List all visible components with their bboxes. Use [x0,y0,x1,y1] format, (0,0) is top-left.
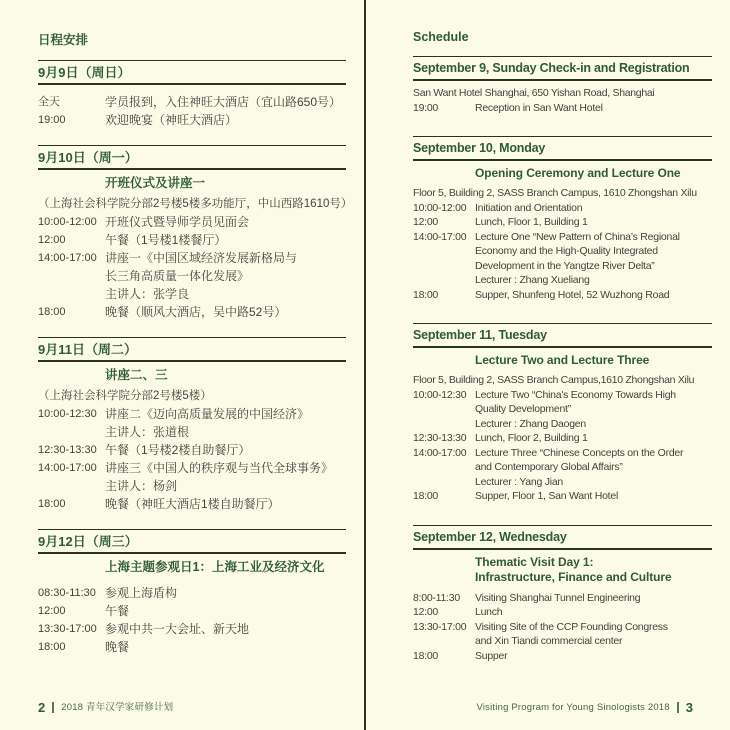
event-description: 午餐 [105,604,130,618]
event-description: 欢迎晚宴（神旺大酒店） [105,113,238,127]
event-rows [38,405,346,513]
event-time: 8:00-11:30 [413,591,460,604]
event-description [475,230,712,288]
event-time: 10:00-12:00 [38,216,97,228]
event-row [413,446,712,490]
event-description: 学员报到，入住神旺大酒店（宜山路650号） [105,95,342,109]
event-time: 12:00 [38,605,66,617]
event-time: 12:30-13:30 [38,444,97,456]
section-heading: 9月11日（周二） [38,337,346,362]
event-rows [38,584,346,656]
venue-line: （上海社会科学院分部2号楼5楼） [38,390,212,402]
lecturer-line: Lecturer : Zhang Daogen [475,417,586,430]
event-row [38,638,346,656]
event-description: Supper [475,649,508,662]
event-rows [38,213,346,321]
event-time: 12:00 [413,216,439,228]
event-time: 14:00-17:00 [38,252,97,264]
venue-line: Floor 5, Building 2, SASS Branch Campus, 1610 Zhongshan Xilu [413,187,697,199]
section-sep9-zh [38,60,346,129]
event-time: 19:00 [38,114,66,126]
event-description-line: Economy and the High-Quality Integrated [475,245,658,257]
event-row [413,215,712,230]
event-description-line: Lecture Two “China's Economy Towards High [475,388,676,401]
event-description-line: 讲座二《迈向高质量发展的中国经济》 [105,407,310,421]
day-title [475,555,712,585]
section-heading: 9月10日（周一） [38,145,346,170]
event-row [38,111,346,129]
event-description: 午餐（1号楼2楼自助餐厅） [105,443,251,457]
event-description-line: Visiting Site of the CCP Founding Congress [475,620,668,633]
event-row [38,231,346,249]
section-heading: 9月9日（周日） [38,60,346,85]
event-time: 14:00-17:00 [413,446,467,459]
event-description-line: and Xin Tiandi commercial center [475,635,623,647]
event-row [38,441,346,459]
event-row [413,489,712,504]
event-time: 13:30-17:00 [413,620,467,633]
event-row [38,495,346,513]
schedule-title-zh: 日程安排 [38,33,89,47]
event-time: 10:00-12:30 [38,408,97,420]
event-description-line: Lecture One “New Pattern of China’s Regional [475,230,680,243]
event-time: 18:00 [413,490,439,502]
event-rows [413,201,712,303]
event-description: Visiting Shanghai Tunnel Engineering [475,591,641,604]
event-rows [413,388,712,504]
event-row [38,303,346,321]
section-heading: September 10, Monday [413,136,712,161]
event-description: Supper, Floor 1, San Want Hotel [475,490,619,502]
event-row [38,602,346,620]
event-description-line: Lecture Three “Chinese Concepts on the Order [475,446,684,459]
event-time: 14:00-17:00 [38,462,97,474]
section-sep10-en [413,136,712,302]
event-description: 参观上海盾构 [105,586,178,600]
schedule-title-en: Schedule [413,30,469,44]
event-row [38,405,346,441]
event-time: 19:00 [413,101,439,114]
event-description [105,405,346,441]
section-heading: September 9, Sunday Check-in and Registration [413,56,712,81]
footer-right [477,701,694,714]
day-title: 讲座二、三 [105,368,168,382]
lecturer-line: 主讲人：张学良 [105,287,190,301]
event-time: 全天 [38,96,60,108]
event-row [38,93,346,111]
event-description: 晚餐 [105,640,130,654]
event-time: 10:00-12:00 [413,201,467,214]
event-row [413,101,712,116]
event-row [38,249,346,303]
event-time: 12:00 [38,234,66,246]
event-description [105,459,346,495]
event-time: 12:30-13:30 [413,432,467,444]
event-description-line: and Contemporary Global Affairs” [475,461,623,473]
event-time: 18:00 [38,306,66,318]
section-sep9-en [413,56,712,115]
section-sep12-zh [38,529,346,656]
day-title: Lecture Two and Lecture Three [475,353,650,367]
lecturer-line: 主讲人：杨剑 [105,479,178,493]
page-number: 2 [38,700,46,715]
venue-line: Floor 5, Building 2, SASS Branch Campus,1610 Zhongshan Xilu [413,374,695,386]
page-number: 3 [685,700,693,715]
section-sep11-zh [38,337,346,513]
event-row [413,620,712,649]
event-description [105,249,346,303]
event-row [38,620,346,638]
event-description [475,446,712,490]
event-time: 18:00 [38,641,66,653]
event-row [38,459,346,495]
event-rows [413,591,712,664]
section-heading: September 11, Tuesday [413,323,712,348]
event-description [475,620,712,649]
event-row [38,584,346,602]
lecturer-line: Lecturer : Yang Jian [475,475,564,488]
day-title-line: Thematic Visit Day 1: [475,554,594,569]
section-sep12-en [413,525,712,664]
section-heading: 9月12日（周三） [38,529,346,554]
event-time: 12:00 [413,606,439,618]
event-row [413,605,712,620]
event-description: 开班仪式暨导师学员见面会 [105,215,250,229]
day-title: 开班仪式及讲座一 [105,176,206,190]
event-description: 午餐（1号楼1楼餐厅） [105,233,227,247]
day-title: 上海主题参观日1：上海工业及经济文化 [105,560,325,574]
day-title: Opening Ceremony and Lecture One [475,166,681,180]
event-description-line: 讲座三《中国人的秩序观与当代全球事务》 [105,461,334,475]
event-description: Initiation and Orientation [475,201,583,214]
footer-divider-bar [677,702,679,713]
day-title-line: Infrastructure, Finance and Culture [475,569,672,584]
event-row [413,649,712,664]
event-description-line: 讲座一《中国区域经济发展新格局与 [105,251,298,265]
footer-text: 2018 青年汉学家研修计划 [61,702,174,713]
section-sep11-en [413,323,712,504]
event-description: Supper, Shunfeng Hotel, 52 Wuzhong Road [475,288,670,301]
event-time: 18:00 [413,288,439,301]
footer-divider-bar [52,702,54,713]
footer-text: Visiting Program for Young Sinologists 2018 [476,702,670,713]
event-description-line: Quality Development” [475,403,571,415]
event-time: 10:00-12:30 [413,388,467,401]
right-page-english [366,0,730,730]
event-time: 18:00 [38,498,66,510]
event-description: Lunch, Floor 1, Building 1 [475,216,588,228]
event-row [413,230,712,288]
event-row [413,288,712,303]
event-description-line: Development in the Yangtze River Delta” [475,259,655,272]
section-sep10-zh [38,145,353,321]
event-time: 08:30-11:30 [38,587,96,599]
event-row [413,591,712,606]
footer-left [38,701,173,714]
event-rows [413,101,712,116]
lecturer-line: Lecturer : Zhang Xueliang [475,274,590,286]
venue-line: San Want Hotel Shanghai, 650 Yishan Road, Shanghai [413,87,655,99]
venue-line: （上海社会科学院分部2号楼5楼多功能厅，中山西路1610号） [38,198,353,210]
event-row [413,431,712,446]
section-heading: September 12, Wednesday [413,525,712,550]
event-description [475,388,712,432]
event-time: 14:00-17:00 [413,230,467,243]
event-row [413,201,712,216]
event-row [38,213,346,231]
event-description: 参观中共一大会址、新天地 [105,622,250,636]
event-time: 13:30-17:00 [38,623,97,635]
event-rows [38,93,346,129]
event-description: Reception in San Want Hotel [475,101,603,114]
event-row [413,388,712,432]
event-description: Lunch, Floor 2, Building 1 [475,432,588,444]
event-description: Lunch [475,606,503,618]
event-description: 晚餐（神旺大酒店1楼自助餐厅） [105,497,280,511]
event-description: 晚餐（顺风大酒店，吴中路52号） [105,305,287,319]
event-description-line: 长三角高质量一体化发展》 [105,269,250,283]
event-time: 18:00 [413,649,439,662]
lecturer-line: 主讲人：张道根 [105,425,190,439]
